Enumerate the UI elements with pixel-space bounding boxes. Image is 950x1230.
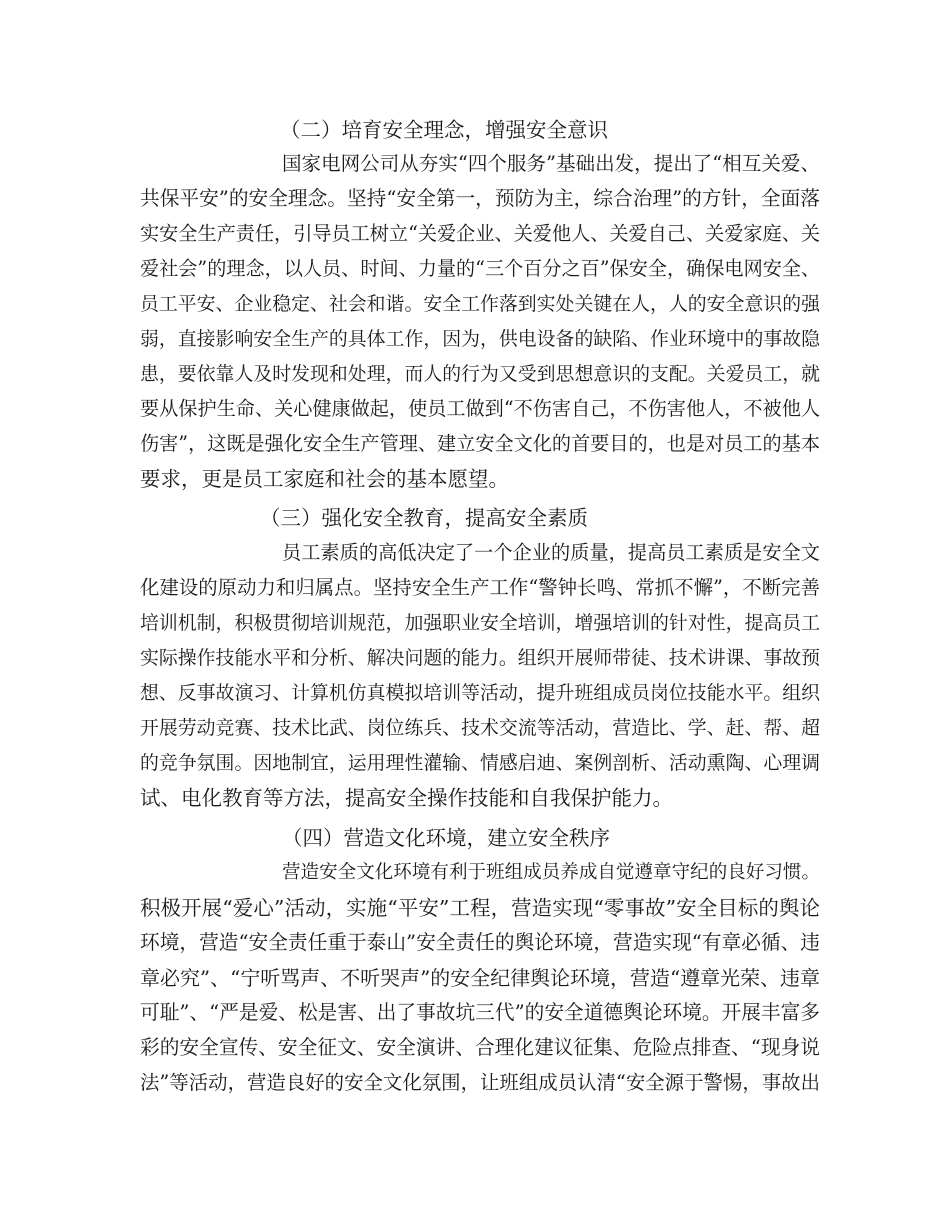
paragraph-line: 法”等活动，营造良好的安全文化氛围，让班组成员认清“安全源于警惕，事故出	[140, 1071, 820, 1094]
paragraph-line: 弱，直接影响安全生产的具体工作，因为，供电设备的缺陷、作业环境中的事故隐	[140, 328, 820, 350]
paragraph-line: 员工平安、企业稳定、社会和谐。安全工作落到实处关键在人，人的安全意识的强	[140, 293, 820, 315]
paragraph-line: 想、反事故演习、计算机仿真模拟培训等活动，提升班组成员岗位技能水平。组织	[140, 682, 820, 704]
section-heading-2: （二）培育安全理念，增强安全意识	[280, 118, 608, 142]
paragraph-line: 伤害”，这既是强化安全生产管理、建立安全文化的首要目的，也是对员工的基本	[140, 432, 820, 455]
paragraph-line: 培训机制，积极贯彻培训规范，加强职业安全培训，增强培训的针对性，提高员工	[140, 612, 820, 634]
paragraph-line: 国家电网公司从夯实“四个服务”基础出发，提出了“相互关爱、	[282, 152, 820, 175]
paragraph-line: 化建设的原动力和归属点。坚持安全生产工作“警钟长鸣、常抓不懈”，不断完善	[140, 576, 820, 599]
paragraph-line: 实际操作技能水平和分析、解决问题的能力。组织开展师带徒、技术讲课、事故预	[140, 647, 820, 669]
paragraph-line: 共保平安”的安全理念。坚持“安全第一，预防为主，综合治理”的方针，全面落	[140, 187, 820, 210]
section-heading-3: （三）强化安全教育，提高安全素质	[260, 506, 588, 530]
paragraph-line: 章必究”、“宁听骂声、不听哭声”的安全纪律舆论环境，营造“遵章光荣、违章	[140, 966, 820, 990]
paragraph-line: 环境，营造“安全责任重于泰山”安全责任的舆论环境，营造实现“有章必循、违	[140, 931, 820, 954]
paragraph-line: 营造安全文化环境有利于班组成员养成自觉遵章守纪的良好习惯。	[282, 862, 820, 883]
paragraph-line: 要求，更是员工家庭和社会的基本愿望。	[140, 467, 509, 491]
paragraph-line: 试、电化教育等方法，提高安全操作技能和自我保护能力。	[140, 786, 673, 810]
paragraph-line: 开展劳动竞赛、技术比武、岗位练兵、技术交流等活动，营造比、学、赶、帮、超	[140, 717, 820, 739]
paragraph-line: 实安全生产责任，引导员工树立“关爱企业、关爱他人、关爱自己、关爱家庭、关	[140, 222, 820, 245]
paragraph-line: 爱社会”的理念，以人员、时间、力量的“三个百分之百”保安全，确保电网安全、	[140, 257, 821, 280]
section-heading-4: （四）营造文化环境，建立安全秩序	[282, 826, 610, 850]
paragraph-line: 可耻”、“严是爱、松是害、出了事故坑三代”的安全道德舆论环境。开展丰富多	[140, 1001, 820, 1024]
paragraph-line: 积极开展“爱心”活动，实施“平安”工程，营造实现“零事故”安全目标的舆论	[140, 896, 820, 920]
paragraph-line: 的竞争氛围。因地制宜，运用理性灌输、情感启迪、案例剖析、活动熏陶、心理调	[140, 752, 820, 774]
paragraph-line: 要从保护生命、关心健康做起，使员工做到“不伤害自己，不伤害他人，不被他人	[140, 397, 820, 420]
paragraph-line: 患，要依靠人及时发现和处理，而人的行为又受到思想意识的支配。关爱员工，就	[140, 363, 820, 385]
paragraph-line: 彩的安全宣传、安全征文、安全演讲、合理化建议征集、危险点排查、“现身说	[140, 1036, 820, 1059]
paragraph-line: 员工素质的高低决定了一个企业的质量，提高员工素质是安全文	[282, 541, 820, 564]
